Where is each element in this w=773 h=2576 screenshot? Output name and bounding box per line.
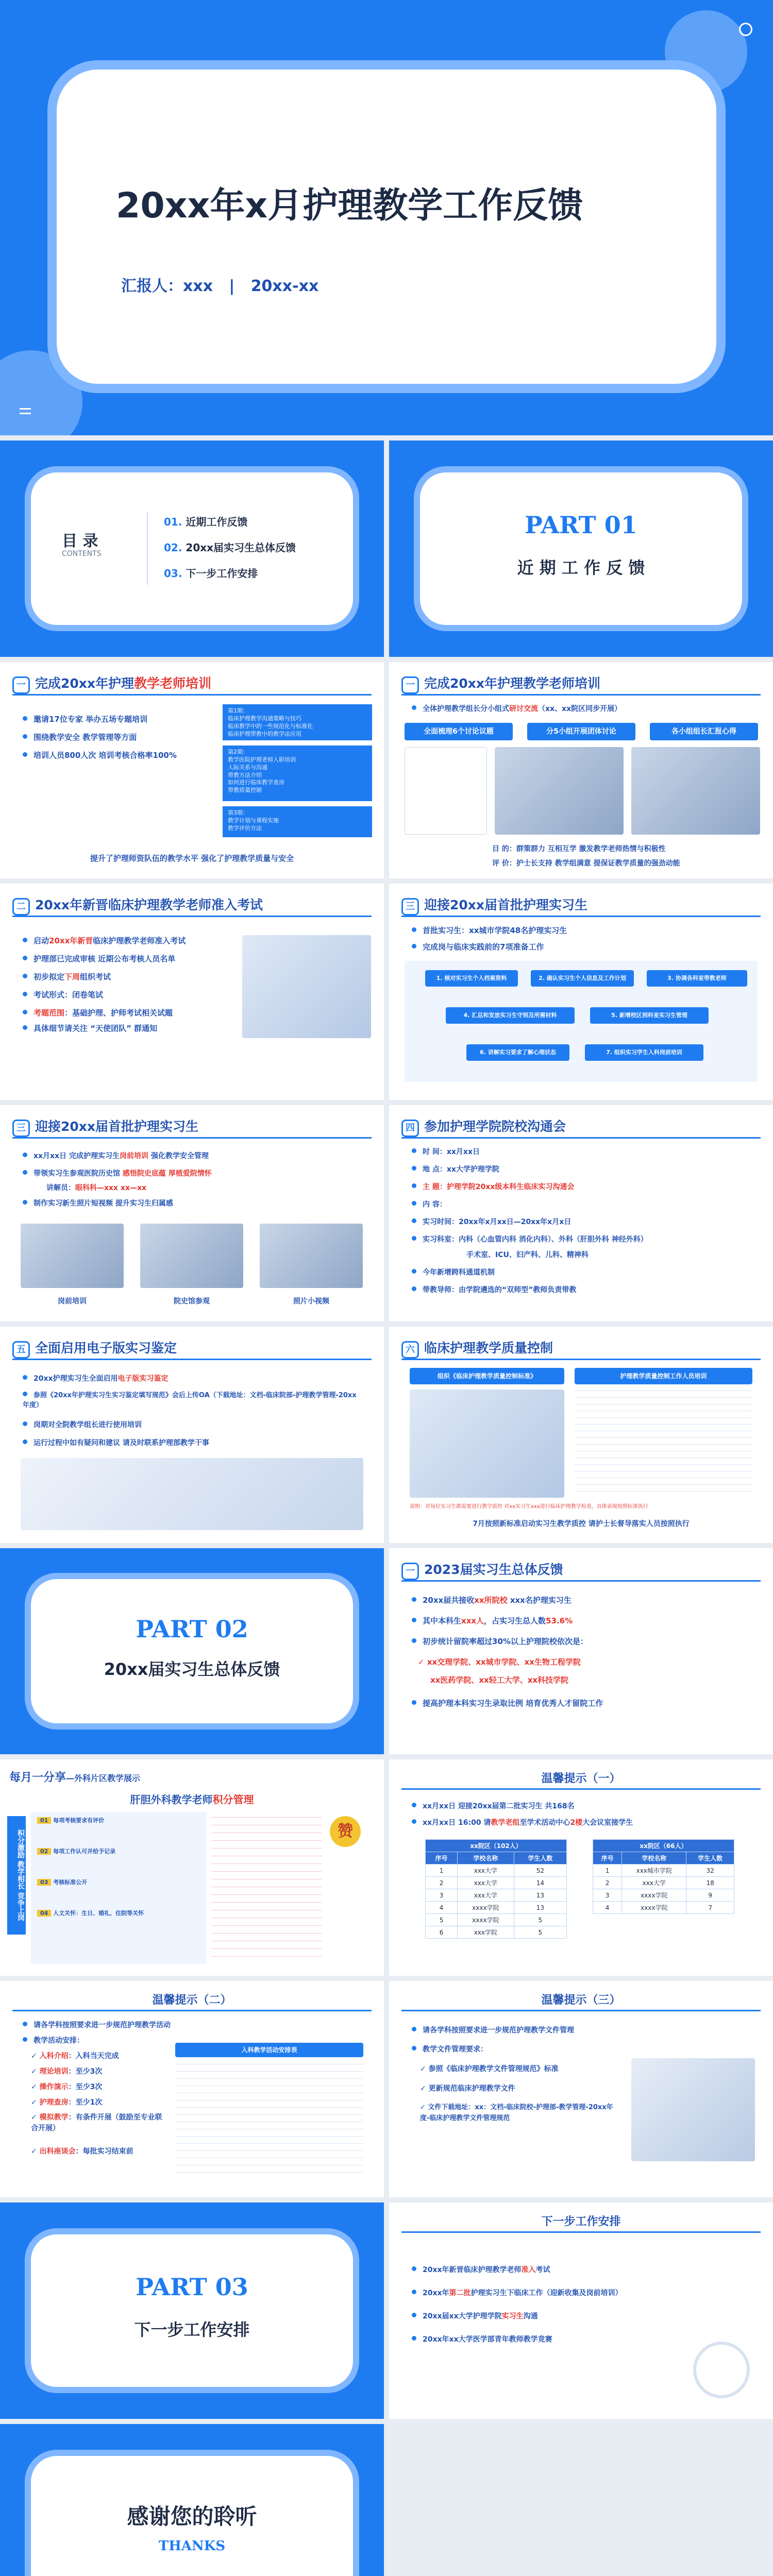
thumbs-up-icon: 赞 [330,1816,361,1847]
slide-quality-control [389,1327,773,1543]
slide-tips-2 [0,1981,384,2197]
side-banner: 积分激励 教学相长 竞争上岗 [7,1816,26,1935]
doc-item: ✓ 更新规范临床护理教学文件 [420,2084,515,2093]
bullet: 请各学科按照要求进一步规范护理教学活动 [23,2020,171,2030]
bullet: xx月xx日 16:00 请教学老组至学术活动中心2楼大会议室接学生 [412,1817,633,1827]
image-label: 入科教学活动安排表 [175,2043,363,2057]
college-list: xx医药学院、xx轻工大学、xx科技学院 [430,1675,569,1685]
cover-reporter: 汇报人：xxx | 20xx-xx [121,277,319,295]
document-image [405,747,487,835]
slide-monthly-share [0,1759,384,1976]
bullet: 带教导师：由学院遴选的“双师型”教师负责带教 [412,1284,576,1295]
search-icon[interactable] [739,23,752,36]
bullet: 初步统计留院率超过30%以上护理院校依次是： [412,1636,588,1647]
toc-title: 目 录 [62,532,98,550]
section-title: 一 完成20xx年护理教学老师培训 [12,673,211,694]
exam-photo [242,935,371,1038]
end-slide [0,2424,384,2576]
bullet: 具体细节请关注 “天使团队” 群通知 [23,1023,157,1033]
bullet: xx月xx日 迎接20xx届第二批实习生 共168名 [412,1801,575,1811]
discussion-photo [495,747,624,835]
tips-title: 温馨提示（一） [541,1772,621,1785]
section-title: 三 迎接20xx届首批护理实习生 [401,895,587,916]
point-item: 01 每项考核要求有评价 [37,1816,104,1824]
bullet: 培训人员800人次 培训考核合格率100% [23,750,177,760]
section-title: 一 完成20xx年护理教学老师培训 [401,673,600,694]
table-row: 6 xxx学院 5 [426,1926,567,1939]
part-label: PART 02 [136,1615,248,1643]
bullet: 教学活动安排： [23,2035,84,2045]
bullet: xx月xx日 完成护理实习生岗前培训 强化教学安全管理 [23,1150,209,1161]
college-list: ✓ xx交理学院、xx城市学院、xx生物工程学院 [418,1657,581,1667]
bullet: 主 题：护理学院20xx级本科生临床实习沟通会 [412,1181,574,1192]
activity-item: ✓ 入科介绍：入科当天完成 [31,2052,119,2060]
discussion-photo [631,747,760,835]
step-pill: 1. 核对实习生个人档案资料 [425,970,518,987]
step-pill: 全面梳理6个讨论议题 [405,723,513,740]
section-title: 三 迎接20xx届首批护理实习生 [12,1116,198,1137]
bullet: 实习时间：20xx年x月xx日—20xx年x月x日 [412,1216,571,1227]
slide-school-meeting [389,1105,773,1321]
activity-item: ✓ 理论培训：至少3次 [31,2067,103,2076]
bullet: 地 点：xx大学护理学院 [412,1164,499,1174]
table-row: 2 xxx大学 14 [426,1877,567,1889]
eval-text: 评 价：护士长支持 教学组满意 提保证教学质量的强劲动能 [492,859,680,868]
photo-caption: 院史馆参观 [174,1297,210,1306]
note-text: 说明：对每位实习生都需要进行教学质控 对xx实习生xxx进行临床护理教学检查，具体表现按照标准执行 [410,1504,648,1510]
table-row: 3 xxxx学院 9 [593,1889,734,1902]
share-header: 每月一分享—外科片区教学展示 [9,1771,141,1784]
slide-intern-orientation [0,1105,384,1321]
step-pill: 6. 讲解实习要求了解心理状态 [466,1044,569,1061]
tips-title: 温馨提示（三） [541,1994,621,2007]
bullet: 时 间：xx月xx日 [412,1146,480,1157]
bullet: 邀请17位专家 举办五场专题培训 [23,714,147,724]
bullet: 运行过程中如有疑问和建议 请及时联系护理部教学干事 [23,1437,209,1448]
table-row: 4 xxxx学院 13 [426,1902,567,1914]
clock-icon [693,2342,750,2398]
step-pill: 各小组组长汇报心得 [650,723,758,740]
slide-next-steps [389,2202,773,2419]
toc-slide [0,440,384,657]
slide-overall-feedback [389,1548,773,1754]
bullet: 20xx年新晋临床护理教学老师准入考试 [412,2264,550,2275]
part3-slide [0,2202,384,2419]
step-pill: 组织《临床护理教学质量控制标准》 [410,1368,564,1384]
bullet: 20xx届共接收xx所院校 xxx名护理实习生 [412,1595,572,1605]
cover-slide [0,0,773,435]
bullet: 20xx年xx大学医学部青年教师教学竞赛 [412,2334,552,2344]
cover-title: 20xx年x月护理教学工作反馈 [116,185,583,226]
share-title: 肝胆外科教学老师积分管理 [130,1793,254,1806]
checklist-photo [575,1389,752,1498]
activity-item: ✓ 护理查房：至少1次 [31,2098,103,2107]
goal-text: 目 的：群策群力 互相互学 激发教学老师热情与积极性 [492,845,666,853]
tips-title: 下一步工作安排 [541,2215,621,2228]
info-box: 第2期： 教学医院护理老师入职培训 人际关系与沟通 带教方法介绍 如何进行临床教学查房 带教质量控制 [223,745,372,801]
slide-e-appraisal [0,1327,384,1543]
school-table-2: xx院区（66人） 序号 学校名称 学生人数 1 xxx城市学院 32 2 xxx大学 18 3 xxxx学院 9 4 xxxx学院 7 [593,1839,734,1914]
bullet: 考题范围：基础护理、护师考试相关试题 [23,1007,173,1018]
bullet: 带领实习生参观医院历史馆 感悟院史底蕴 厚植爱院情怀 [23,1168,212,1178]
slide-group-discussion [389,662,773,878]
bullet: 制作实习新生照片短视频 提升实习生归属感 [23,1198,173,1208]
school-table-1: xx院区（102人） 序号 学校名称 学生人数 1 xxx大学 52 2 xxx大学 14 3 xxx大学 13 4 xxxx学院 13 5 xxxx学院 5 6 xxx学院 5 [425,1839,567,1939]
dept-list: 手术室、ICU、妇产科、儿科、精神科 [466,1251,589,1259]
bullet: 初步拟定下周组织考试 [23,971,111,982]
step-pill: 分5小组开展团体讨论 [527,723,635,740]
bullet: 护理部已完成审核 近期公布考核人员名单 [23,953,175,964]
bullet: 全体护理教学组长分小组式研讨交流（xx、xx院区同步开展） [412,703,621,714]
bullet: 完成岗与临床实践前的7项准备工作 [412,941,544,952]
step-pill: 2. 确认实习生个人信息及工作计划 [531,970,634,987]
bullet: 20xx护理实习生全面启用电子版实习鉴定 [23,1373,169,1383]
toc-sub: CONTENTS [62,550,102,558]
slide-exam [0,884,384,1100]
guide-text: 讲解员：眼科科—xxx xx—xx [46,1184,147,1192]
info-box: 第3期： 教学计划与课程实施 教学评价方法 [223,806,372,837]
bullet: 今年新增跨科通道机制 [412,1267,495,1277]
section-title: 二 20xx年新晋临床护理教学老师准入考试 [12,895,263,916]
end-sub: THANKS [158,2538,226,2554]
bullet: 考试形式：闭卷笔试 [23,989,103,1000]
section-title: 五 全面启用电子版实习鉴定 [12,1338,177,1359]
appraisal-photo [21,1458,363,1530]
bullet: 20xx年第二批护理实习生下临床工作（迎新收集及岗前培训） [412,2287,623,2298]
photo-caption: 照片小视频 [293,1297,329,1306]
end-title: 感谢您的聆听 [127,2504,257,2529]
bullet: 提高护理本科实习生录取比例 培育优秀人才留院工作 [412,1698,603,1708]
slide-footer: 提升了护理师资队伍的教学水平 强化了护理教学质量与安全 [90,854,294,863]
orientation-photo [21,1224,124,1288]
slide-tips-1 [389,1759,773,1976]
step-pill: 5. 新增校区到科室实习生管理 [590,1007,709,1024]
bullet: 20xx届xx大学护理学院实习生沟通 [412,2311,538,2321]
video-photo [260,1224,363,1288]
history-hall-photo [140,1224,243,1288]
point-item: 02 每项工作认可并给予记录 [37,1847,115,1855]
part-label: PART 01 [525,511,637,539]
slide-interns-prep [389,884,773,1100]
point-item: 03 考核标准公开 [37,1878,87,1886]
slide-teacher-training [0,662,384,878]
activity-item: ✓ 操作演示：至少3次 [31,2083,103,2091]
cover-card [57,70,716,384]
table-row: 1 xxx城市学院 32 [593,1865,734,1877]
part-label: PART 03 [136,2273,248,2301]
table-row: 2 xxx大学 18 [593,1877,734,1889]
slide-tips-3 [389,1981,773,2197]
points-table-photo [211,1812,322,1964]
table-row: 1 xxx大学 52 [426,1865,567,1877]
part2-slide [0,1548,384,1754]
toc-item[interactable]: 02. 20xx届实习生总体反馈 [164,541,296,554]
slide-footer: 7月按照新标准启动实习生教学质控 请护士长督导落实人员按照执行 [473,1520,690,1528]
activity-item: ✓ 出科座谈会：每批实习结束前 [31,2147,133,2156]
part-name: 近 期 工 作 反 馈 [517,558,645,578]
table-row: 4 xxxx学院 7 [593,1902,734,1914]
toc-item[interactable]: 01. 近期工作反馈 [164,516,248,528]
standard-doc-photo [410,1389,564,1498]
part-name: 下一步工作安排 [134,2320,250,2340]
step-pill: 7. 组织实习学生入科岗前培训 [585,1044,703,1061]
bullet: 请各学科按照要求进一步规范护理教学文件管理 [412,2025,574,2035]
bullet: 其中本科生xxx人，占实习生总人数53.6% [412,1615,573,1626]
part-name: 20xx届实习生总体反馈 [104,1659,280,1679]
table-row: 5 xxxx学院 5 [426,1914,567,1926]
point-item: 04 人文关怀：生日、婚礼、住院等关怀 [37,1909,144,1917]
bullet: 实习科室：内科（心血管内科 消化内科）、外科（肝胆外科 神经外科） [412,1234,648,1244]
info-box: 第1期： 临床护理教学沟通策略与技巧 临床教学中的一些规范化与标准化 临床护理带教中的教学法应用 [223,704,372,740]
menu-icon[interactable] [20,408,31,414]
section-title: 四 参加护理学院院校沟通会 [401,1116,566,1137]
bullet: 教学文件管理要求： [412,2044,488,2054]
activity-item: ✓ 模拟教学：有条件开展（鼓励至专业联合开展） [31,2113,162,2132]
step-pill: 护理教学质量控制工作人员培训 [575,1368,752,1384]
section-title: 六 临床护理教学质量控制 [401,1338,553,1359]
files-photo [631,2058,755,2161]
doc-item: ✓ 参照《临床护理教学文件管理规范》标准 [420,2065,559,2073]
bullet: 首批实习生：xx城市学院48名护理实习生 [412,925,567,936]
bullet: 参照《20xx年护理实习生实习鉴定填写规范》会后上传OA（下载地址：文档-临床院部-护理教学管理-20xx年度） [23,1391,363,1411]
step-pill: 3. 协调各科室带教老师 [647,970,747,987]
bullet: 启动20xx年新晋临床护理教学老师准入考试 [23,935,186,946]
photo-caption: 岗前培训 [58,1297,87,1306]
section-title: 一 2023届实习生总体反馈 [401,1560,563,1580]
tips-title: 温馨提示（二） [152,1994,232,2007]
toc-item[interactable]: 03. 下一步工作安排 [164,567,258,580]
doc-item: ✓ 文件下载地址：xx：文档-临床院校-护理部-教学管理-20xx年度-临床护理教学文件管理规范 [420,2104,613,2122]
bullet: 内 容： [412,1199,447,1209]
part1-slide [389,440,773,657]
table-row: 3 xxx大学 13 [426,1889,567,1902]
bullet: 围绕教学安全 教学管理等方面 [23,732,137,742]
step-pill: 4. 汇总和发放实习生守则及所需材料 [446,1007,575,1024]
bullet: 岗期对全院教学组长进行使用培训 [23,1419,142,1430]
schedule-photo [175,2058,363,2179]
